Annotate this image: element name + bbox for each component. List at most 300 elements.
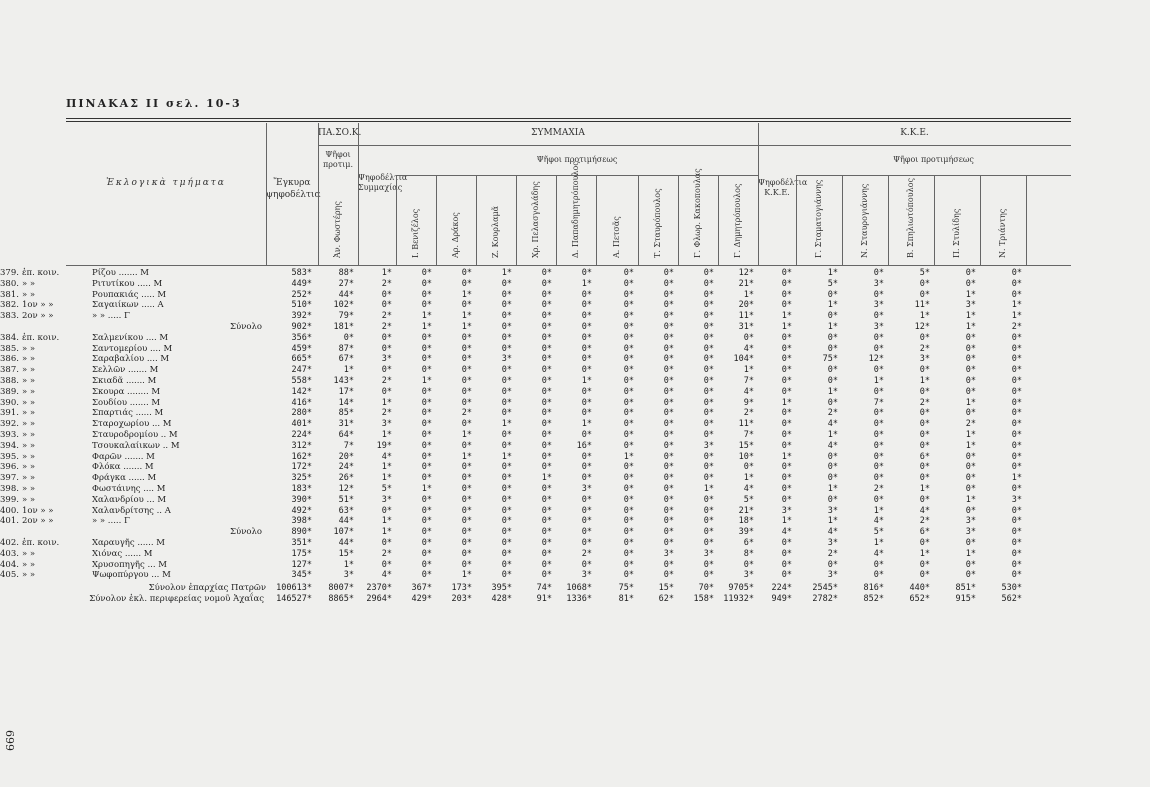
table-cell: 3* xyxy=(501,354,512,365)
table-cell: 0* xyxy=(873,386,884,397)
table-cell: 0* xyxy=(461,538,472,548)
table-cell: 11* xyxy=(738,419,754,430)
table-cell: 0* xyxy=(781,365,792,376)
table-cell: 0* xyxy=(873,268,884,278)
row-area: » » xyxy=(22,289,36,300)
row-number: 390. xyxy=(0,397,19,408)
table-cell: 0* xyxy=(663,386,674,397)
table-cell: 0* xyxy=(781,494,792,505)
table-cell: 0* xyxy=(1011,343,1022,354)
table-cell: 2* xyxy=(1011,322,1022,332)
table-cell: 1* xyxy=(965,289,976,300)
table-cell: 0* xyxy=(581,365,592,376)
total-cell: 851* xyxy=(955,583,976,594)
candidate-header: Ν. Τριάντης xyxy=(998,208,1007,258)
table-cell: 0* xyxy=(703,473,714,484)
table-cell: 2* xyxy=(381,408,392,419)
column-divider xyxy=(934,175,935,265)
row-name: Σαραβαλίου .... Μ xyxy=(92,354,170,365)
header-kke-ballots: Ψηφοδέλτια Κ.Κ.Ε. xyxy=(758,178,808,198)
table-cell: 21* xyxy=(738,505,754,516)
table-cell: 31* xyxy=(338,419,354,430)
table-cell: 0* xyxy=(781,376,792,386)
table-cell: 162* xyxy=(291,451,312,462)
table-cell: 3* xyxy=(703,548,714,559)
total-cell: 91* xyxy=(536,594,552,605)
table-cell: 0* xyxy=(541,386,552,397)
table-cell: 0* xyxy=(581,430,592,440)
table-cell: 0* xyxy=(623,408,634,419)
total-cell: 75* xyxy=(618,583,634,594)
table-cell: 0* xyxy=(623,527,634,538)
table-cell: 0* xyxy=(663,559,674,570)
table-cell: 1* xyxy=(501,268,512,278)
row-name: Σελλῶν ....... Μ xyxy=(92,365,159,376)
row-name: Χιόνας ...... Μ xyxy=(92,548,153,559)
row-number: 393. xyxy=(0,430,19,440)
table-cell: 4* xyxy=(873,516,884,527)
table-cell: 142* xyxy=(291,386,312,397)
table-cell: 12* xyxy=(868,354,884,365)
table-cell: 0* xyxy=(501,548,512,559)
table-cell: 0* xyxy=(1011,451,1022,462)
table-cell: 1* xyxy=(421,311,432,322)
row-area: 2ον » » xyxy=(22,516,54,527)
table-cell: 1* xyxy=(743,289,754,300)
table-cell: 2* xyxy=(381,278,392,289)
table-cell: 0* xyxy=(581,289,592,300)
table-cell: 1* xyxy=(381,268,392,278)
table-cell: 0* xyxy=(1011,570,1022,581)
table-cell: 0* xyxy=(541,570,552,581)
table-cell: 351* xyxy=(291,538,312,548)
total-cell: 395* xyxy=(491,583,512,594)
table-cell: 0* xyxy=(501,386,512,397)
table-cell: 0* xyxy=(421,527,432,538)
table-cell: 11* xyxy=(738,311,754,322)
table-cell: 0* xyxy=(623,332,634,343)
table-cell: 0* xyxy=(663,494,674,505)
table-cell: 247* xyxy=(291,365,312,376)
table-cell: 0* xyxy=(703,538,714,548)
table-cell: 1* xyxy=(501,451,512,462)
table-cell: 0* xyxy=(965,451,976,462)
table-cell: 0* xyxy=(541,311,552,322)
table-cell: 0* xyxy=(919,462,930,473)
table-cell: 0* xyxy=(623,473,634,484)
table-cell: 0* xyxy=(781,300,792,311)
row-name: Σταυροδρομίου .. Μ xyxy=(92,430,178,440)
table-cell: 0* xyxy=(581,538,592,548)
column-divider xyxy=(596,175,597,265)
table-cell: 4* xyxy=(743,386,754,397)
table-cell: 0* xyxy=(781,332,792,343)
page-number: 699 xyxy=(3,730,16,751)
table-cell: 0* xyxy=(703,311,714,322)
table-cell: 0* xyxy=(541,494,552,505)
table-cell: 127* xyxy=(291,559,312,570)
header-pasok: ΠΑ.ΣΟ.Κ. xyxy=(318,128,362,138)
row-area: 2ον » » xyxy=(22,311,54,322)
table-cell: 12* xyxy=(338,484,354,494)
table-cell: 0* xyxy=(421,397,432,408)
table-cell: 0* xyxy=(541,538,552,548)
table-cell: 3* xyxy=(343,570,354,581)
table-cell: 0* xyxy=(781,538,792,548)
table-cell: 0* xyxy=(421,430,432,440)
table-cell: 665* xyxy=(291,354,312,365)
table-cell: 3* xyxy=(581,570,592,581)
table-cell: 0* xyxy=(541,278,552,289)
table-cell: 0* xyxy=(663,516,674,527)
total-cell: 70* xyxy=(698,583,714,594)
table-cell: 6* xyxy=(919,451,930,462)
row-number: 396. xyxy=(0,462,19,473)
table-cell: 0* xyxy=(461,397,472,408)
total-cell: 146527* xyxy=(276,594,312,605)
table-cell: 0* xyxy=(581,408,592,419)
row-number: 398. xyxy=(0,484,19,494)
table-cell: 401* xyxy=(291,419,312,430)
table-cell: 8* xyxy=(743,548,754,559)
table-cell: 0* xyxy=(421,473,432,484)
table-cell: 12* xyxy=(738,268,754,278)
table-cell: 0* xyxy=(827,365,838,376)
table-cell: 0* xyxy=(421,559,432,570)
table-cell: 0* xyxy=(623,430,634,440)
table-cell: 0* xyxy=(501,332,512,343)
table-cell: 0* xyxy=(965,538,976,548)
table-cell: 0* xyxy=(703,494,714,505)
table-cell: 1* xyxy=(381,516,392,527)
table-cell: 0* xyxy=(663,311,674,322)
table-cell: 0* xyxy=(703,430,714,440)
row-name: Χρυσοπηγῆς ... Μ xyxy=(92,559,167,570)
table-cell: 0* xyxy=(919,440,930,451)
table-cell: 0* xyxy=(703,559,714,570)
table-cell: 0* xyxy=(873,419,884,430)
row-number: 400. xyxy=(0,505,19,516)
row-area: » » xyxy=(22,484,36,494)
table-cell: 0* xyxy=(919,473,930,484)
table-cell: 1* xyxy=(827,484,838,494)
table-cell: 0* xyxy=(965,570,976,581)
table-cell: 890* xyxy=(291,527,312,538)
table-cell: 0* xyxy=(421,570,432,581)
table-cell: 0* xyxy=(703,451,714,462)
row-name: Σαλμενίκου .... Μ xyxy=(92,332,169,343)
total-cell: 428* xyxy=(491,594,512,605)
table-cell: 0* xyxy=(623,570,634,581)
table-cell: 0* xyxy=(501,473,512,484)
table-cell: 0* xyxy=(501,343,512,354)
table-cell: 0* xyxy=(623,397,634,408)
table-cell: 0* xyxy=(461,278,472,289)
table-cell: 5* xyxy=(873,527,884,538)
table-cell: 0* xyxy=(541,365,552,376)
table-cell: 0* xyxy=(663,354,674,365)
table-cell: 0* xyxy=(663,462,674,473)
column-divider xyxy=(266,123,267,265)
table-cell: 3* xyxy=(1011,494,1022,505)
row-area: » » xyxy=(22,343,36,354)
page-title: ΠΙΝΑΚΑΣ ΙΙ σελ. 10-3 xyxy=(66,97,242,110)
table-cell: 0* xyxy=(873,408,884,419)
table-cell: 102* xyxy=(333,300,354,311)
table-cell: 1* xyxy=(827,322,838,332)
total-cell: 173* xyxy=(451,583,472,594)
total-cell: 2370* xyxy=(366,583,392,594)
total-cell: 8865* xyxy=(328,594,354,605)
table-cell: 75* xyxy=(822,354,838,365)
table-cell: 0* xyxy=(623,419,634,430)
table-cell: 3* xyxy=(381,354,392,365)
row-number: 401. xyxy=(0,516,19,527)
table-cell: 0* xyxy=(743,462,754,473)
table-cell: 0* xyxy=(541,354,552,365)
table-cell: 345* xyxy=(291,570,312,581)
table-cell: 0* xyxy=(873,332,884,343)
table-cell: 1* xyxy=(703,484,714,494)
table-cell: 0* xyxy=(919,332,930,343)
total-cell: 562* xyxy=(1001,594,1022,605)
table-cell: 0* xyxy=(421,548,432,559)
row-name: Σαγαιίκων ..... Α xyxy=(92,300,164,311)
table-cell: 252* xyxy=(291,289,312,300)
table-cell: 0* xyxy=(919,430,930,440)
row-number: 391. xyxy=(0,408,19,419)
row-area: » » xyxy=(22,354,36,365)
table-cell: 0* xyxy=(461,473,472,484)
table-cell: 1* xyxy=(781,397,792,408)
table-cell: 51* xyxy=(338,494,354,505)
table-cell: 0* xyxy=(501,365,512,376)
total-cell: 949* xyxy=(771,594,792,605)
table-cell: 0* xyxy=(663,451,674,462)
table-cell: 1* xyxy=(873,376,884,386)
candidate-header: Ν. Σταυρογιάννης xyxy=(860,183,869,258)
table-cell: 0* xyxy=(421,343,432,354)
table-cell: 492* xyxy=(291,505,312,516)
table-cell: 3* xyxy=(663,548,674,559)
table-cell: 0* xyxy=(461,365,472,376)
table-cell: 19* xyxy=(376,440,392,451)
table-cell: 1* xyxy=(461,430,472,440)
table-cell: 2* xyxy=(965,419,976,430)
column-divider xyxy=(1026,175,1027,265)
column-divider xyxy=(796,175,797,265)
table-cell: 0* xyxy=(919,365,930,376)
table-cell: 12* xyxy=(914,322,930,332)
table-cell: 0* xyxy=(1011,397,1022,408)
row-number: 387. xyxy=(0,365,19,376)
table-cell: 2* xyxy=(381,311,392,322)
table-cell: 1* xyxy=(381,473,392,484)
table-cell: 0* xyxy=(919,570,930,581)
table-cell: 1* xyxy=(381,527,392,538)
table-cell: 0* xyxy=(827,451,838,462)
table-cell: 2* xyxy=(827,408,838,419)
table-cell: 0* xyxy=(663,268,674,278)
row-area: ἐπ. κοιν. xyxy=(22,268,60,278)
table-cell: 0* xyxy=(581,332,592,343)
candidate-header: Αρ. Δράκος xyxy=(451,212,460,258)
table-cell: 0* xyxy=(781,484,792,494)
row-name: » » ..... Γ xyxy=(92,516,130,527)
header-symmachia-pref: Ψῆφοι προτιμήσεως xyxy=(536,155,618,164)
candidate-header: Π. Στυλίδης xyxy=(952,208,961,258)
candidate-header: Χρ. Πελασγολάδης xyxy=(531,181,540,258)
table-cell: 0* xyxy=(703,354,714,365)
table-cell: 0* xyxy=(873,311,884,322)
table-cell: 0* xyxy=(461,548,472,559)
table-cell: 0* xyxy=(541,548,552,559)
row-area: » » xyxy=(22,365,36,376)
table-cell: 0* xyxy=(663,408,674,419)
table-cell: 0* xyxy=(581,559,592,570)
row-name: Χαραυγῆς ...... Μ xyxy=(92,538,165,548)
row-area: ἐπ. κοιν. xyxy=(22,538,60,548)
table-cell: 0* xyxy=(827,376,838,386)
table-cell: 1* xyxy=(1011,300,1022,311)
table-cell: 1* xyxy=(743,473,754,484)
table-cell: 0* xyxy=(421,354,432,365)
table-cell: 1* xyxy=(827,386,838,397)
table-cell: 0* xyxy=(581,516,592,527)
total-cell: 429* xyxy=(411,594,432,605)
table-cell: 10* xyxy=(738,451,754,462)
candidate-header: Δ. Παπαδημητρόπουλος xyxy=(571,161,580,258)
table-cell: 0* xyxy=(663,397,674,408)
row-area: » » xyxy=(22,473,36,484)
row-area: » » xyxy=(22,494,36,505)
row-name: Ρουπακιάς ..... Μ xyxy=(92,289,167,300)
table-cell: 0* xyxy=(623,440,634,451)
table-cell: 0* xyxy=(781,462,792,473)
table-cell: 0* xyxy=(381,505,392,516)
table-cell: 0* xyxy=(343,332,354,343)
row-area: » » xyxy=(22,419,36,430)
table-cell: 356* xyxy=(291,332,312,343)
total-cell: 8007* xyxy=(328,583,354,594)
row-name: Σαντομερίου .... Μ xyxy=(92,343,173,354)
table-cell: 0* xyxy=(1011,505,1022,516)
table-cell: 16* xyxy=(576,440,592,451)
row-name: Ριτυτίκου ..... Μ xyxy=(92,278,163,289)
table-cell: 0* xyxy=(501,559,512,570)
column-divider xyxy=(516,175,517,265)
table-cell: 1* xyxy=(743,365,754,376)
row-area: » » xyxy=(22,397,36,408)
row-area: » » xyxy=(22,451,36,462)
table-cell: 1* xyxy=(421,376,432,386)
table-cell: 392* xyxy=(291,311,312,322)
row-name: » » ..... Γ xyxy=(92,311,130,322)
table-cell: 0* xyxy=(873,494,884,505)
table-cell: 0* xyxy=(623,311,634,322)
table-cell: 1* xyxy=(965,322,976,332)
table-cell: 0* xyxy=(541,300,552,311)
table-cell: 21* xyxy=(738,278,754,289)
total-cell: 530* xyxy=(1001,583,1022,594)
column-divider xyxy=(556,175,557,265)
total-cell: 440* xyxy=(909,583,930,594)
table-cell: 0* xyxy=(541,289,552,300)
table-cell: 104* xyxy=(733,354,754,365)
table-cell: 0* xyxy=(541,484,552,494)
table-cell: 4* xyxy=(827,419,838,430)
table-cell: 0* xyxy=(663,278,674,289)
table-cell: 0* xyxy=(703,419,714,430)
table-cell: 0* xyxy=(1011,354,1022,365)
table-cell: 2* xyxy=(381,376,392,386)
table-cell: 15* xyxy=(738,440,754,451)
table-cell: 1* xyxy=(461,570,472,581)
header-registered: Ἔγκυρα ψηφοδέλτια xyxy=(266,178,321,200)
table-cell: 0* xyxy=(827,397,838,408)
table-cell: 312* xyxy=(291,440,312,451)
table-cell: 0* xyxy=(965,473,976,484)
table-cell: 0* xyxy=(827,559,838,570)
table-cell: 0* xyxy=(703,386,714,397)
table-cell: 0* xyxy=(461,484,472,494)
table-cell: 0* xyxy=(581,311,592,322)
table-cell: 26* xyxy=(338,473,354,484)
header-kke-pref: Ψῆφοι προτιμήσεως xyxy=(893,155,974,164)
table-cell: 17* xyxy=(338,386,354,397)
table-cell: 0* xyxy=(581,473,592,484)
table-cell: 0* xyxy=(781,419,792,430)
total-cell: 74* xyxy=(536,583,552,594)
table-cell: 0* xyxy=(965,268,976,278)
candidate-header: Β. Σπηλιωτόπουλος xyxy=(906,178,915,258)
table-cell: 0* xyxy=(421,268,432,278)
table-cell: 3* xyxy=(827,538,838,548)
row-area: » » xyxy=(22,440,36,451)
table-cell: 0* xyxy=(703,268,714,278)
row-number: 388. xyxy=(0,376,19,386)
table-cell: 0* xyxy=(461,462,472,473)
table-cell: 1* xyxy=(381,397,392,408)
table-cell: 5* xyxy=(743,494,754,505)
header-divider xyxy=(318,145,1071,146)
table-cell: 0* xyxy=(663,440,674,451)
table-cell: 2* xyxy=(381,548,392,559)
table-cell: 0* xyxy=(703,300,714,311)
table-cell: 0* xyxy=(1011,419,1022,430)
table-cell: 0* xyxy=(663,343,674,354)
row-number: 399. xyxy=(0,494,19,505)
table-cell: 4* xyxy=(743,484,754,494)
table-cell: 0* xyxy=(581,343,592,354)
table-cell: 0* xyxy=(623,300,634,311)
table-cell: 0* xyxy=(421,538,432,548)
table-cell: 0* xyxy=(623,548,634,559)
total-cell: 1336* xyxy=(566,594,592,605)
table-cell: 0* xyxy=(461,300,472,311)
table-cell: 0* xyxy=(541,516,552,527)
table-cell: 0* xyxy=(381,538,392,548)
table-cell: 2* xyxy=(743,408,754,419)
row-number: 402. xyxy=(0,538,19,548)
table-cell: 1* xyxy=(461,322,472,332)
row-name: Χαλανδρίου ... Μ xyxy=(92,494,167,505)
table-cell: 0* xyxy=(581,451,592,462)
total-cell: 62* xyxy=(658,594,674,605)
table-cell: 7* xyxy=(743,376,754,386)
table-cell: 1* xyxy=(581,376,592,386)
table-cell: 0* xyxy=(965,332,976,343)
